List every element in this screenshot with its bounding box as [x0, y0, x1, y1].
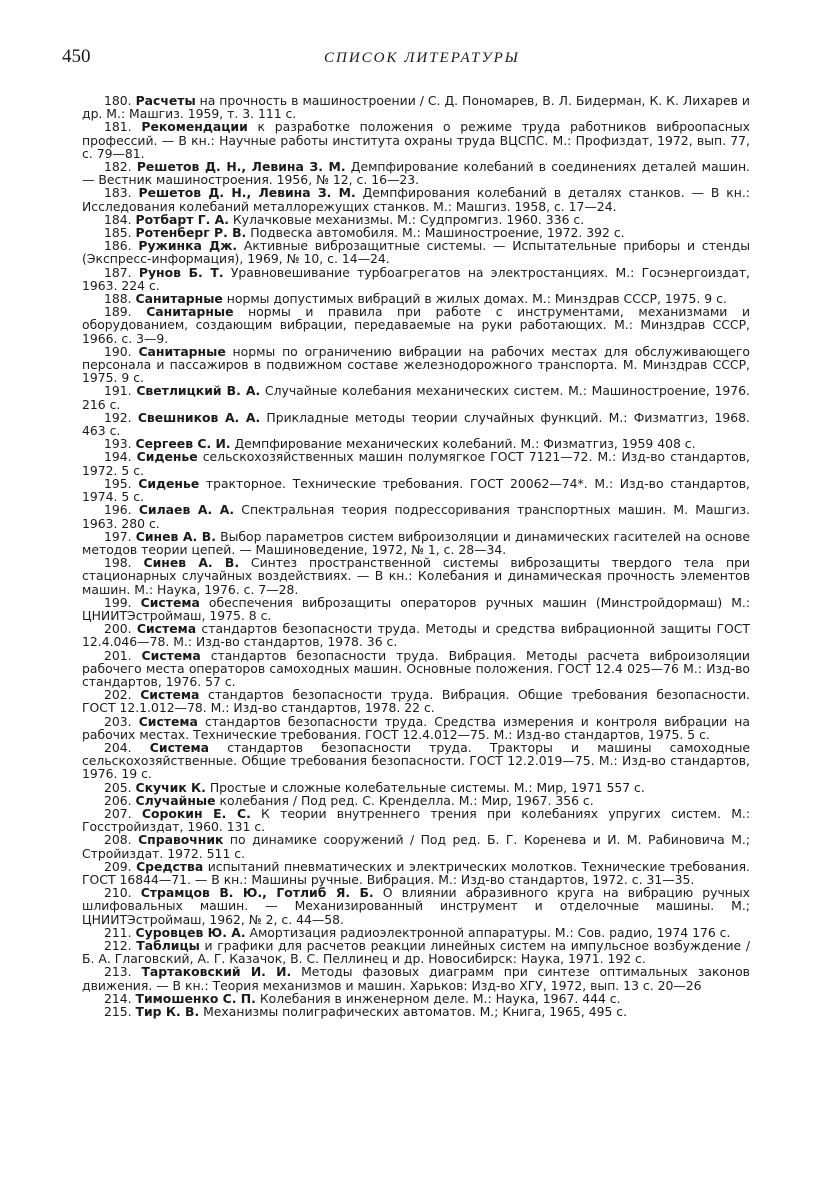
reference-author: Таблицы [136, 938, 200, 953]
reference-number: 206. [104, 792, 132, 808]
reference-author: Синев А. В. [143, 555, 240, 571]
reference-entry [82, 384, 750, 410]
reference-author: Свешников А. А. [137, 409, 261, 425]
reference-number: 208. [104, 832, 132, 848]
reference-entry [82, 160, 750, 186]
reference-author: Санитарные [135, 291, 223, 307]
reference-entry [82, 965, 750, 991]
reference-number: 212. [104, 938, 132, 953]
reference-entry [82, 833, 750, 859]
reference-text: испытаний пневматических и электрических молотков. Технические требования. ГОСТ 16844—71. — В кн.: Машины ручные. Вибрация. М.: Изд-во стандартов, 1972. с. 31—35. [82, 858, 750, 887]
reference-number: 191. [104, 383, 132, 399]
running-title: СПИСОК ЛИТЕРАТУРЫ [324, 50, 520, 66]
reference-author: Справочник [138, 832, 224, 848]
reference-text: сельскохозяйственных машин полумягкое ГОСТ 7121—72. М.: Изд-во стандартов, 1972. 5 с. [82, 449, 750, 478]
reference-author: Тир К. В. [135, 1004, 200, 1020]
reference-text: стандартов безопасности труда. Вибрация. Общие требования безопасности. ГОСТ 12.1.012—78. М.: Изд-во стандартов, 1978. 22 с. [82, 687, 750, 716]
reference-text: Спектральная теория подрессоривания транспортных машин. М. Машгиз. 1963. 280 с. [82, 502, 750, 531]
reference-entry [82, 186, 750, 212]
page-header [62, 38, 762, 68]
reference-entry [82, 556, 750, 596]
reference-number: 205. [104, 779, 132, 795]
reference-entry [82, 649, 750, 689]
reference-number: 181. [104, 119, 132, 135]
reference-text: Демпфирование колебаний в соединениях деталей машин. — Вестник машиностроения. 1956, № 12, с. 16—23. [82, 159, 750, 188]
reference-entry [82, 741, 750, 781]
reference-author: Случайные [135, 792, 216, 808]
reference-number: 189. [104, 304, 132, 320]
reference-text: О влиянии абразивного круга на вибрацию ручных шлифовальных машин. — Механизированный инструмент и отделочные машины. М.; ЦНИИТЭстроймаш, 1962, № 2, с. 44—58. [82, 885, 750, 927]
reference-author: Сергеев С. И. [135, 436, 231, 452]
reference-text: Методы фазовых диаграмм при синтезе оптимальных законов движения. — В кн.: Теория механизмов и машин. Харьков: Изд-во ХГУ, 1972, вып. 13 с. 20—26 [82, 964, 750, 993]
reference-text: Активные виброзащитные системы. — Испытательные приборы и стенды (Экспресс-информация), 1969, № 10, с. 14—24. [82, 238, 750, 267]
reference-author: Рунов Б. Т. [138, 264, 224, 280]
reference-author: Решетов Д. Н., Левина З. М. [136, 159, 346, 175]
reference-author: Суровцев Ю. А. [135, 924, 246, 940]
reference-entry [82, 477, 750, 503]
reference-entry [82, 94, 750, 120]
reference-author: Ротбарт Г. А. [135, 211, 229, 227]
reference-number: 207. [104, 805, 132, 821]
reference-author: Сорокин Е. С. [141, 805, 251, 821]
reference-text: тракторное. Технические требования. ГОСТ 20062—74*. М.: Изд-во стандартов, 1974. 5 с. [82, 475, 750, 505]
reference-text: к разработке положения о режиме труда работников виброопасных профессий. — В кн.: Научные работы института охраны труда ВЦСПС. М.: Профиздат, 1972, вып. 77, с. 79—81. [82, 119, 750, 161]
reference-author: Система [140, 594, 200, 610]
reference-entry [82, 450, 750, 476]
reference-text: Колебания в инженерном деле. М.: Наука, 1967. 444 с. [255, 990, 621, 1006]
reference-text: Кулачковые механизмы. М.: Судпромгиз. 1960. 336 с. [228, 211, 585, 227]
reference-text: нормы и правила при работе с инструментами, механизмами и оборудованием, создающим вибрации, передаваемые на руки работающих. М.: Минздрав СССР, 1966. с. 3—9. [82, 304, 750, 346]
reference-number: 183. [104, 185, 132, 201]
reference-number: 197. [104, 528, 132, 544]
reference-number: 210. [104, 885, 132, 901]
reference-author: Сиденье [136, 449, 198, 465]
reference-text: Демпфирование механических колебаний. М.: Физматгиз, 1959 408 с. [230, 436, 696, 452]
reference-text: Простые и сложные колебательные системы. М.: Мир, 1971 557 с. [205, 779, 645, 795]
reference-entry [82, 715, 750, 741]
reference-text: нормы допустимых вибраций в жилых домах. М.: Минздрав СССР, 1975. 9 с. [222, 291, 727, 307]
reference-text: стандартов безопасности труда. Методы и средства вибрационной защиты ГОСТ 12.4.046—78. М.: Изд-во стандартов, 1978. 36 с. [82, 621, 750, 650]
reference-number: 196. [104, 502, 132, 518]
reference-entry [82, 503, 750, 529]
reference-number: 215. [104, 1004, 132, 1020]
reference-text: обеспечения виброзащиты операторов ручных машин (Минстройдормаш) М.: ЦНИИТЭстроймаш, 1975. 8 с. [82, 594, 750, 623]
reference-entry [82, 305, 750, 345]
reference-number: 202. [104, 687, 132, 703]
reference-text: на прочность в машиностроении / С. Д. Пономарев, В. Л. Бидерман, К. К. Лихарев и др. М.: Машгиз. 1959, т. 3. 111 с. [82, 93, 750, 122]
reference-author: Система [138, 713, 198, 729]
reference-number: 200. [104, 621, 132, 637]
reference-number: 198. [104, 555, 132, 571]
reference-number: 193. [104, 436, 132, 452]
reference-number: 204. [104, 739, 132, 755]
reference-author: Средства [136, 858, 204, 874]
reference-author: Решетов Д. Н., Левина З. М. [138, 185, 356, 201]
reference-author: Скучик К. [135, 779, 206, 795]
reference-entry [82, 411, 750, 437]
reference-entry [82, 688, 750, 714]
reference-text: по динамике сооружений / Под ред. Б. Г. Коренева и И. М. Рабиновича М.; Стройиздат. 1972. 511 с. [82, 832, 750, 861]
reference-text: Амортизация радиоэлектронной аппаратуры. М.: Сов. радио, 1974 176 с. [245, 924, 731, 940]
reference-text: стандартов безопасности труда. Вибрация. Методы расчета виброизоляции рабочего места операторов самоходных машин. Основные положения. ГОСТ 12.4 025—76 М.: Изд-во стандартов, 1976. 57 с. [82, 647, 750, 689]
reference-text: нормы по ограничению вибрации на рабочих местах для обслуживающего персонала и пассажиров в подвижном составе железнодорожного транспорта. М. Минздрав СССР, 1975. 9 с. [82, 343, 750, 386]
reference-text: Выбор параметров систем виброизоляции и динамических гасителей на основе методов теории цепей. — Машиноведение, 1972, № 1, с. 28—34. [82, 528, 750, 557]
page-number: 450 [62, 46, 91, 67]
reference-number: 187. [104, 264, 132, 280]
reference-author: Ротенберг Р. В. [135, 225, 247, 241]
reference-text: колебания / Под ред. С. Кренделла. М.: Мир, 1967. 356 с. [215, 792, 594, 808]
reference-entry [82, 886, 750, 926]
reference-number: 203. [104, 713, 132, 729]
reference-entry [82, 530, 750, 556]
reference-author: Синев А. В. [135, 528, 216, 544]
reference-entry [82, 120, 750, 160]
reference-author: Система [136, 621, 197, 637]
reference-number: 201. [104, 647, 132, 663]
reference-number: 209. [104, 858, 132, 874]
reference-author: Система [141, 647, 201, 663]
reference-entry [82, 345, 750, 385]
reference-text: Синтез пространственной системы виброзащиты твердого тела при стационарных случайных воздействиях. — В кн.: Колебания и динамическая прочность элементов машин. М.: Наука, 1976. с. 7—28. [82, 555, 750, 597]
reference-entry [82, 622, 750, 648]
reference-number: 188. [104, 291, 132, 307]
reference-text: стандартов безопасности труда. Тракторы и машины самоходные сельскохозяйственные. Общие требования безопасности. ГОСТ 12.2.019—75. М.: Изд-во стандартов, 1976. 19 с. [82, 739, 750, 782]
reference-text: стандартов безопасности труда. Средства измерения и контроля вибрации на рабочих местах. Технические требования. ГОСТ 12.4.012—75. М.: Изд-во стандартов, 1975. 5 с. [82, 713, 750, 742]
reference-number: 190. [104, 343, 132, 359]
reference-entry [82, 807, 750, 833]
reference-number: 214. [104, 990, 132, 1006]
reference-entry [82, 1005, 750, 1018]
reference-author: Тартаковский И. И. [141, 964, 292, 980]
reference-author: Система [149, 739, 209, 755]
reference-number: 180. [104, 93, 132, 108]
reference-author: Рекомендации [141, 119, 248, 135]
reference-number: 195. [104, 475, 132, 491]
reference-author: Ружинка Дж. [138, 238, 238, 254]
reference-entry [82, 860, 750, 886]
reference-author: Сиденье [138, 475, 200, 491]
reference-author: Санитарные [138, 343, 226, 359]
reference-number: 194. [104, 449, 132, 465]
reference-text: Механизмы полиграфических автоматов. М.; Книга, 1965, 495 с. [199, 1004, 628, 1020]
reference-author: Санитарные [146, 304, 234, 320]
reference-number: 199. [104, 594, 132, 610]
reference-text: Подвеска автомобиля. М.: Машиностроение, 1972. 392 с. [246, 225, 625, 241]
reference-author: Светлицкий В. А. [136, 383, 261, 399]
reference-text: и графики для расчетов реакции линейных систем на импульсное возбуждение / Б. А. Глаговский, А. Г. Казачок, В. С. Пеллинец и др. Новосибирск: Наука, 1971. 192 с. [82, 938, 750, 967]
reference-entry [82, 239, 750, 265]
reference-number: 186. [104, 238, 132, 254]
reference-author: Расчеты [135, 93, 196, 108]
reference-author: Страмцов В. Ю., Готлиб Я. Б. [140, 885, 374, 901]
reference-number: 185. [104, 225, 132, 241]
reference-text: Уравновешивание турбоагрегатов на электростанциях. М.: Госэнергоиздат, 1963. 224 с. [82, 264, 750, 293]
reference-text: К теории внутреннего трения при колебаниях упругих систем. М.: Госстройиздат, 1960. 131 с. [82, 805, 750, 835]
reference-entry [82, 939, 750, 965]
reference-number: 211. [104, 924, 132, 940]
reference-number: 213. [104, 964, 132, 980]
reference-number: 184. [104, 211, 132, 227]
reference-entry [82, 266, 750, 292]
reference-text: Прикладные методы теории случайных функций. М.: Физматгиз, 1968. 463 с. [82, 409, 750, 439]
reference-author: Силаев А. А. [138, 502, 235, 518]
reference-entry [82, 596, 750, 622]
reference-number: 192. [104, 409, 132, 425]
reference-author: Тимошенко С. П. [135, 990, 256, 1006]
reference-text: Случайные колебания механических систем. М.: Машиностроение, 1976. 216 с. [82, 383, 750, 412]
reference-list [82, 94, 750, 1018]
reference-author: Система [140, 687, 200, 703]
reference-text: Демпфирования колебаний в деталях станков. — В кн.: Исследования колебаний металлорежущих станков. М.: Машгиз. 1958, с. 17—24. [82, 185, 750, 214]
reference-number: 182. [104, 159, 132, 175]
